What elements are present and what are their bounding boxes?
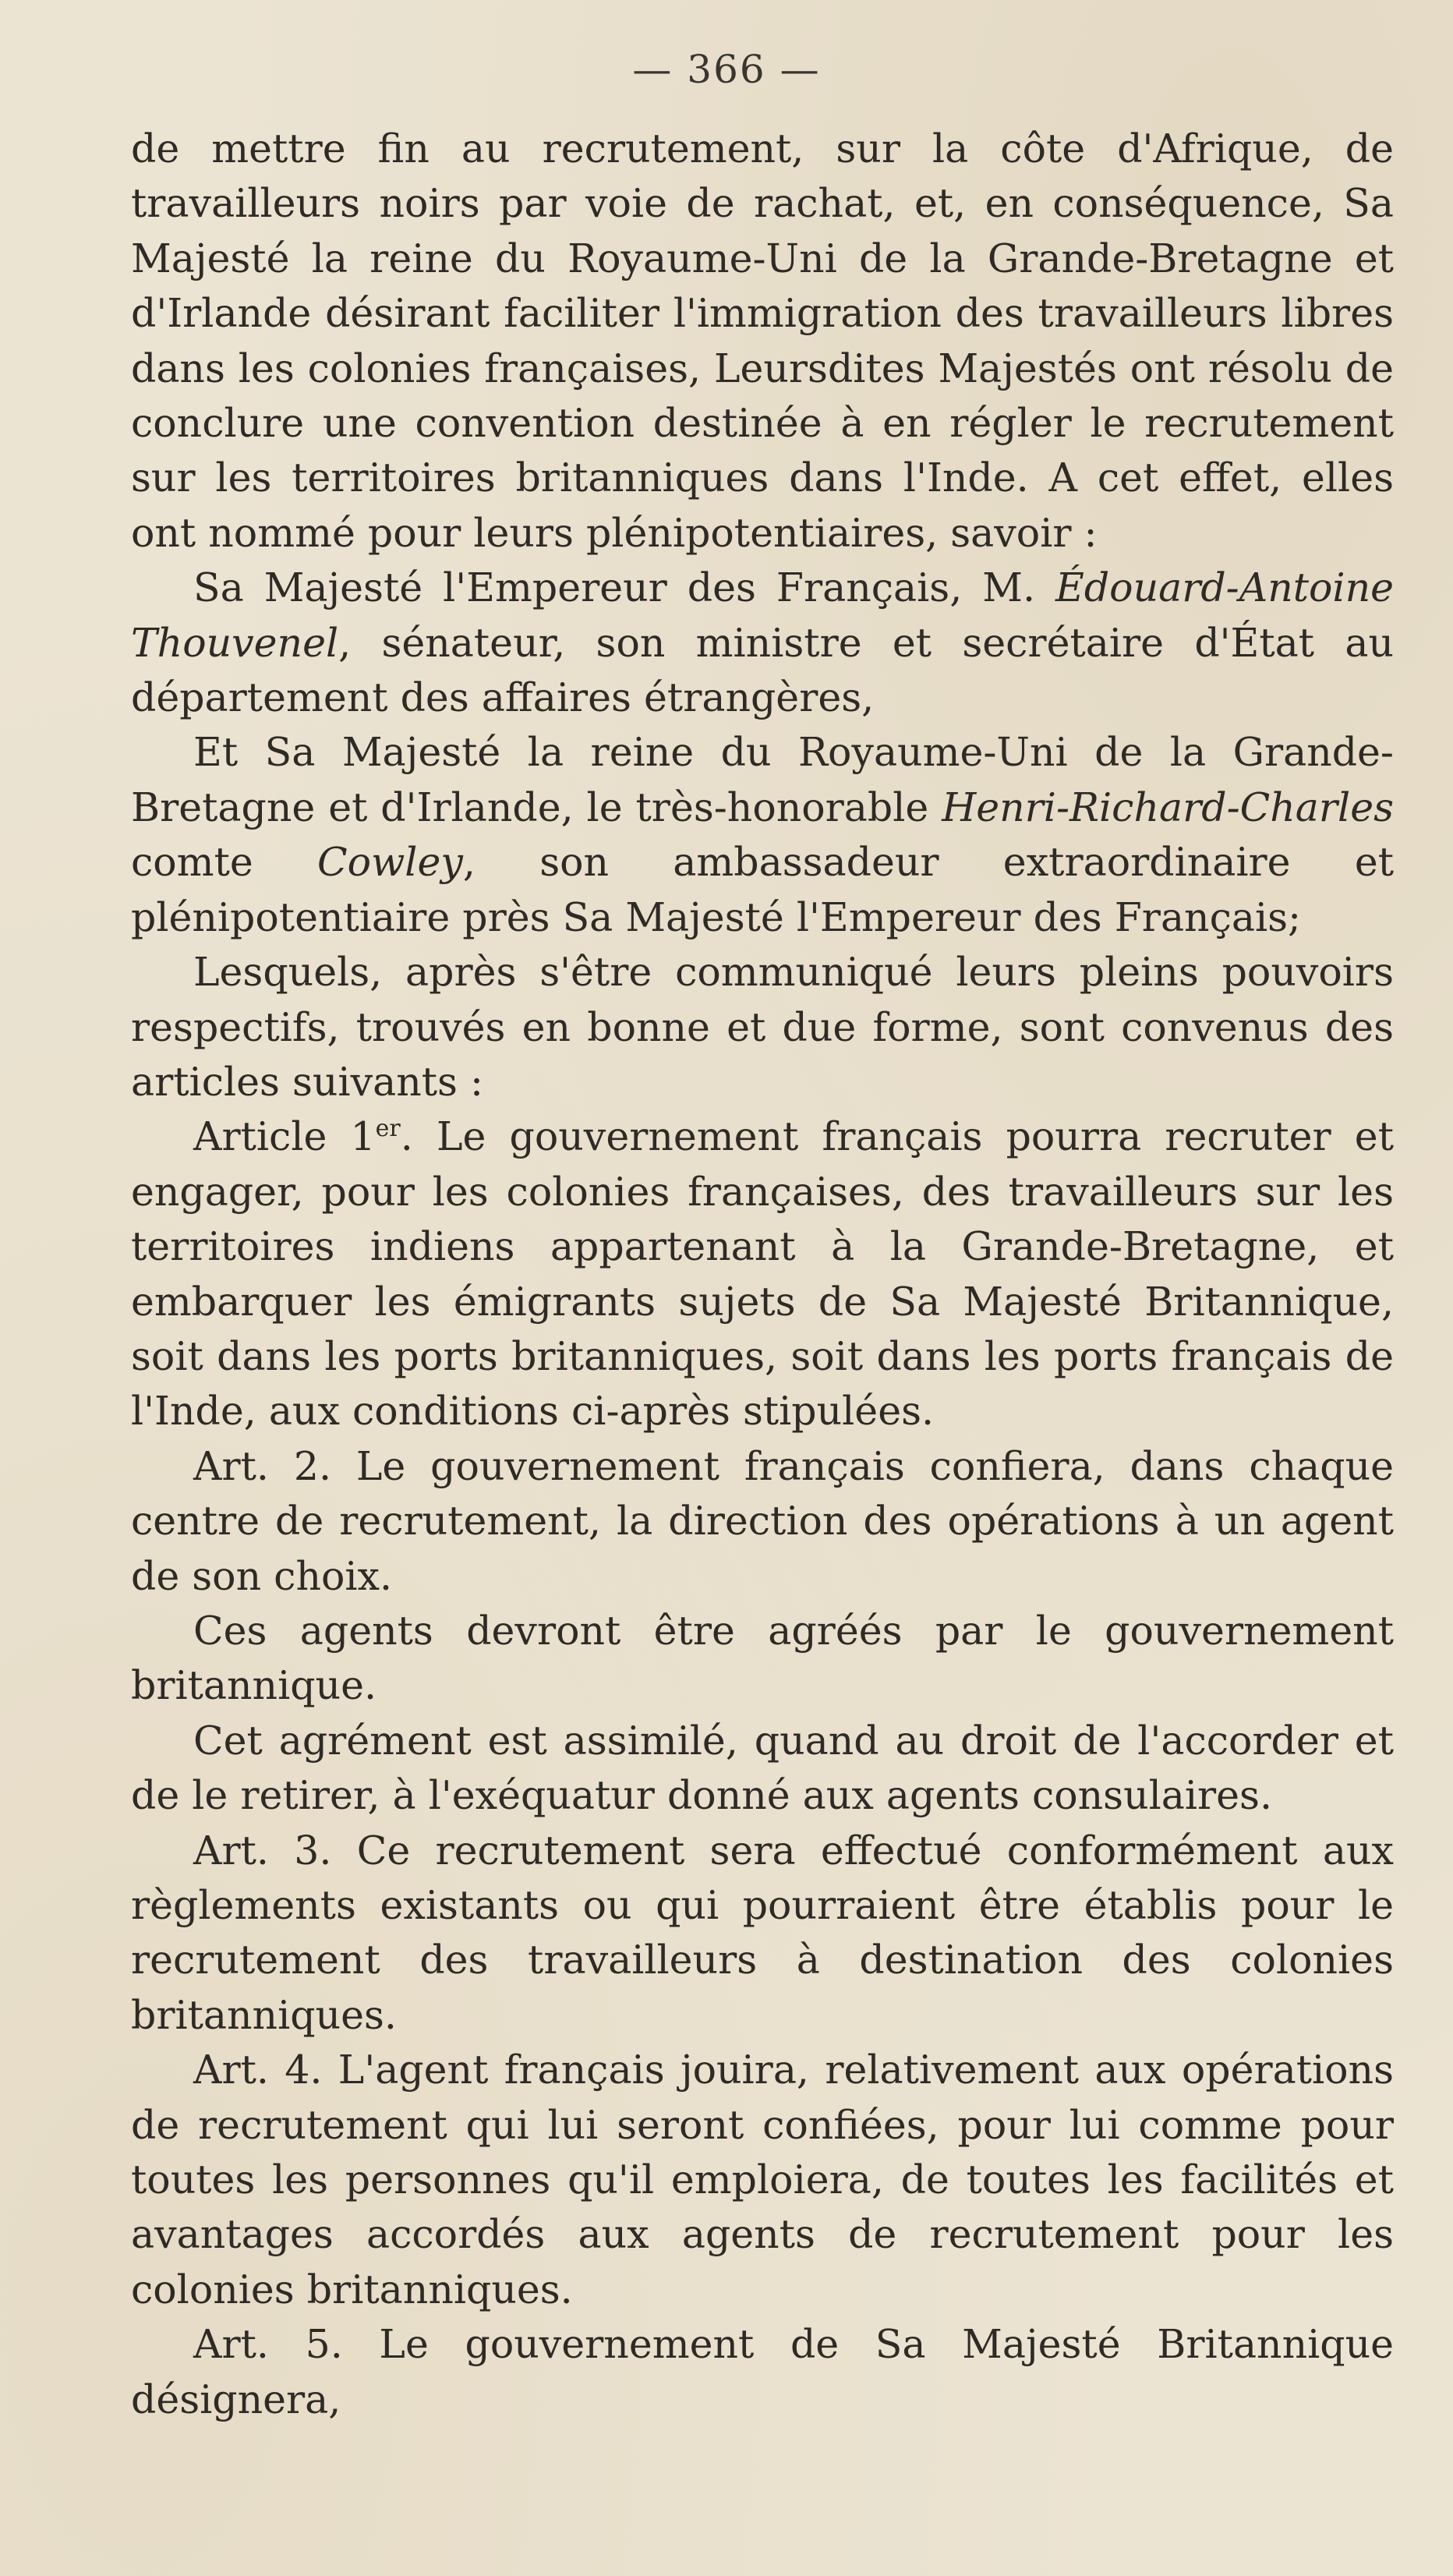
italic-name: Henri-Richard-Charles: [942, 784, 1394, 830]
text-run: Art. 5. Le gouvernement de Sa Majesté Britannique désignera,: [131, 2321, 1394, 2422]
text-run: Art. 4. L'agent français jouira, relativement aux opérations de recrutement qui lui seront confiées, pour lui comme pour toutes les personnes qu'il emploiera, de toutes les facilités et avantages accordés aux agents de recrutement pour les colonies britanniques.: [131, 2047, 1394, 2312]
paragraph: [131, 1604, 1394, 1714]
paragraph: [131, 561, 1394, 725]
paragraph: [131, 945, 1394, 1109]
text-run: , sénateur, son ministre et secrétaire d'État au département des affaires étrangères,: [131, 619, 1394, 721]
body-text: [131, 122, 1394, 2427]
text-run: , son ambassadeur extraordinaire et plénipotentiaire près Sa Majesté l'Empereur des Français;: [131, 839, 1394, 940]
paragraph: [131, 1439, 1394, 1604]
text-run: Art. 3. Ce recrutement sera effectué conformément aux règlements existants ou qui pourraient être établis pour le recrutement des travailleurs à destination des colonies britanniques.: [131, 1827, 1394, 2038]
text-run: Art. 2. Le gouvernement français confiera, dans chaque centre de recrutement, la direction des opérations à un agent de son choix.: [131, 1442, 1394, 1599]
text-run: Sa Majesté l'Empereur des Français, M.: [193, 564, 1055, 611]
paragraph: [131, 1714, 1394, 1824]
text-run: Article 1: [193, 1113, 376, 1160]
paragraph: [131, 1109, 1394, 1438]
italic-name: Édouard-Antoine Thouvenel: [131, 564, 1394, 666]
paragraph: [131, 2317, 1394, 2427]
text-run: Ces agents devront être agréés par le gouvernement britannique.: [131, 1607, 1394, 1709]
text-run: Lesquels, après s'être communiqué leurs pleins pouvoirs respectifs, trouvés en bonne et due forme, sont convenus des articles suivants :: [131, 949, 1394, 1105]
text-run: de mettre fin au recrutement, sur la côte d'Afrique, de travailleurs noirs par voie de rachat, et, en conséquence, Sa Majesté la reine du Royaume-Uni de la Grande-Bretagne et d'Irlande désirant faciliter l'immigration des travailleurs libres dans les colonies françaises, Leursdites Majestés ont résolu de conclure une convention destinée à en régler le recrutement sur les territoires britanniques dans l'Inde. A cet effet, elles ont nommé pour leurs plénipotentiaires, savoir :: [131, 126, 1394, 556]
text-run: . Le gouvernement français pourra recruter et engager, pour les colonies françaises, des travailleurs sur les territoires indiens appartenant à la Grande-Bretagne, et embarquer les émigrants sujets de Sa Majesté Britannique, soit dans les ports britanniques, soit dans les ports français de l'Inde, aux conditions ci-après stipulées.: [131, 1113, 1394, 1435]
continued-paragraph: [131, 122, 1394, 561]
superscript: er: [375, 1115, 401, 1143]
paragraph: [131, 1824, 1394, 2043]
paragraph: [131, 2043, 1394, 2317]
text-run: Et Sa Majesté la reine du Royaume-Uni de la Grande-Bretagne et d'Irlande, le très-honorable: [131, 729, 1394, 830]
page-number: — 366 —: [632, 47, 821, 92]
text-run: Cet agrément est assimilé, quand au droit de l'accorder et de le retirer, à l'exéquatur donné aux agents consulaires.: [131, 1717, 1394, 1819]
paragraph: [131, 725, 1394, 945]
text-run: comte: [131, 839, 318, 886]
italic-name: Cowley: [317, 839, 463, 886]
